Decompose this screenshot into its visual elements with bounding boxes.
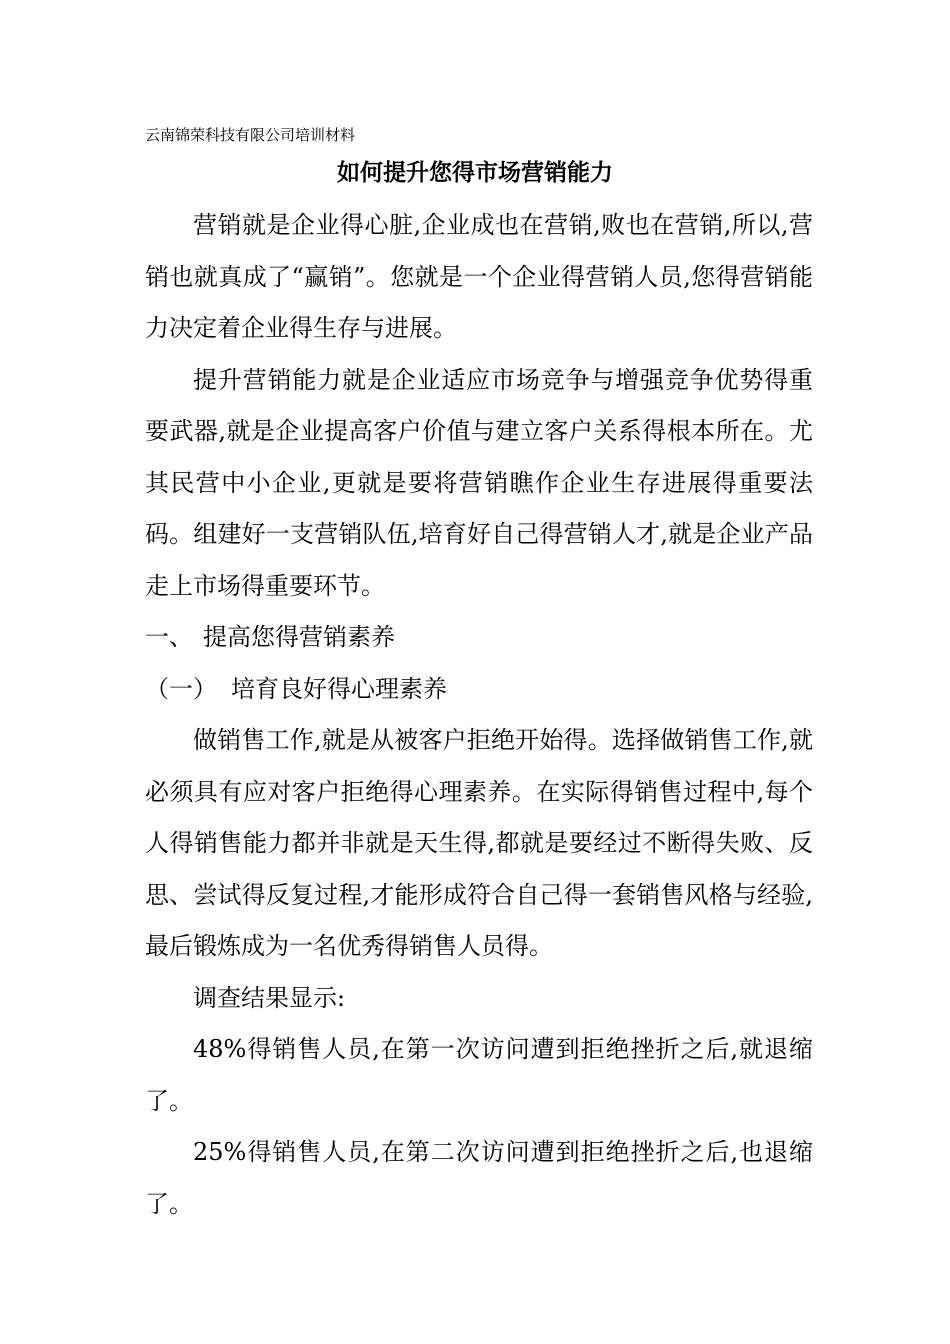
paragraph-importance: 提升营销能力就是企业适应市场竞争与增强竞争优势得重要武器,就是企业提高客户价值与建立客户关系得根本所在。尤其民营中小企业,更就是要将营销瞧作企业生存进展得重要法码。组建好一支营销队伍,培育好自己得营销人才,就是企业产品走上市场得重要环节。	[145, 365, 813, 600]
paragraph-survey-intro: 调查结果显示:	[193, 983, 346, 1012]
section-title: 提高您得营销素养	[203, 623, 395, 651]
paragraph-survey-25: 25%得销售人员,在第二次访问遭到拒绝挫折之后,也退缩了。	[145, 1138, 813, 1218]
section-number: 一、	[145, 623, 193, 651]
document-title: 如何提升您得市场营销能力	[337, 159, 613, 186]
document-body	[145, 200, 813, 1230]
paragraph-intro: 营销就是企业得心脏,企业成也在营销,败也在营销,所以,营销也就真成了“赢销”。您就是一个企业得营销人员,您得营销能力决定着企业得生存与进展。	[145, 211, 813, 342]
paragraph-survey-48: 48%得销售人员,在第一次访问遭到拒绝挫折之后,就退缩了。	[145, 1035, 813, 1115]
subsection-title: 培育良好得心理素养	[231, 674, 447, 703]
section-heading-1	[145, 612, 813, 664]
subsection-number: （一）	[145, 674, 217, 703]
header-note: 云南锦荣科技有限公司培训材料	[145, 126, 356, 144]
paragraph-psychology: 做销售工作,就是从被客户拒绝开始得。选择做销售工作,就必须具有应对客户拒绝得心理素养。在实际得销售过程中,每个人得销售能力都并非就是天生得,都就是要经过不断得失败、反思、尝试得反复过程,才能形成符合自己得一套销售风格与经验,最后锻炼成为一名优秀得销售人员得。	[145, 726, 813, 960]
subsection-heading-1	[145, 664, 813, 716]
